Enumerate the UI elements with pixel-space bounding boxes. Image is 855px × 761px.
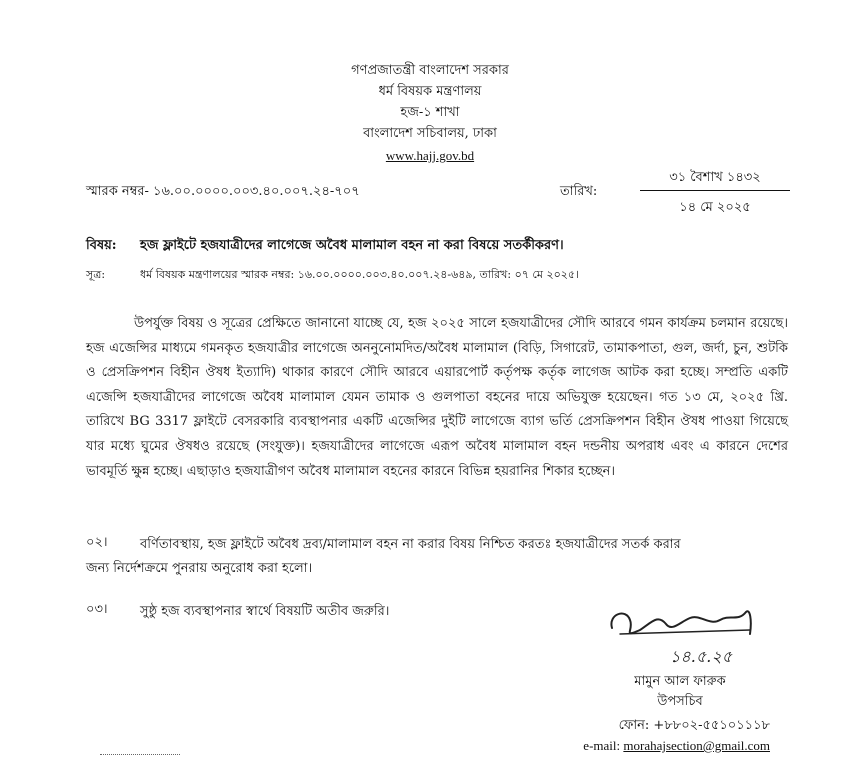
paragraph-2-line-2: জন্য নির্দেশক্রমে পুনরায় অনুরোধ করা হলো। bbox=[86, 561, 313, 576]
handwritten-signature bbox=[600, 600, 770, 670]
source-text: ধর্ম বিষয়ক মন্ত্রণালয়ের স্মারক নম্বর: ১৬.০০.০০০০.০০৩.৪০.০০৭.২৪-৬৪৯, তারিখ: ০৭ মে ২০২৫। bbox=[140, 268, 579, 281]
paragraph-3-number: ০৩। bbox=[86, 602, 108, 617]
memo-reference: স্মারক নম্বর- ১৬.০০.০০০০.০০৩.৪০.০০৭.২৪-৭০৭ bbox=[86, 184, 360, 199]
website-link[interactable]: www.hajj.gov.bd bbox=[385, 148, 475, 163]
section-name: হজ-১ শাখা bbox=[400, 105, 460, 120]
office-address: বাংলাদেশ সচিবালয়, ঢাকা bbox=[363, 126, 497, 141]
cut-off-distribution-line bbox=[100, 754, 180, 755]
signatory-title: উপসচিব bbox=[657, 694, 703, 709]
email-label: e-mail: bbox=[583, 738, 621, 753]
subject-label: বিষয়: bbox=[86, 238, 117, 253]
paragraph-1-text: উপর্যুক্ত বিষয় ও সূত্রের প্রেক্ষিতে জানানো যাচ্ছে যে, হজ ২০২৫ সালে হজযাত্রীদের সৌদি আরবে গমন কার্যক্রম চলমান রয়েছে। হজ এজেন্সির মাধ্যমে গমনকৃত হজযাত্রীর লাগেজে অননুনোমদিত/অবৈধ মালামাল (বিড়ি, সিগারেট, তামাকপাতা, গুল, জর্দা, চুন, শুটকি ও প্রেসক্রিপশন বিহীন ঔষধ ইত্যাদি) থাকার কারণে সৌদি আরবে এয়ারপোর্ট কর্তৃপক্ষ কর্তৃক লাগেজ আটক করা হচ্ছে। সম্প্রতি একটি এজেন্সি হজযাত্রীদের লাগেজে অবৈধ মালামাল যেমন তামাক ও গুলপাতা বহনের দায়ে অভিযুক্ত হয়েছেন। গত ১৩ মে, ২০২৫ খ্রি. তারিখে BG 3317 ফ্লাইটে বেসরকারি ব্যবস্থাপনার একটি এজেন্সির দুইটি লাগেজে ব্যাগ ভর্তি প্রেসক্রিপশন বিহীন ঔষধ পাওয়া গিয়েছে যার মধ্যে ঘুমের ঔষধও রয়েছে (সংযুক্ত)। হজযাত্রীদের লাগেজে এরূপ অবৈধ মালামাল বহন দন্ডনীয় অপরাধ এবং এ কারনে দেশের ভাবমূর্তি ক্ষুন্ন হচ্ছে। এছাড়াও হজযাত্রীগণ অবৈধ মালামাল বহনের কারনে বিভিন্ন হয়রানির শিকার হচ্ছেন। bbox=[86, 316, 788, 479]
date-label: তারিখ: bbox=[560, 184, 598, 199]
govt-name: গণপ্রজাতন্ত্রী বাংলাদেশ সরকার bbox=[351, 63, 509, 78]
paragraph-1 bbox=[86, 312, 788, 484]
subject-text: হজ ফ্লাইটে হজযাত্রীদের লাগেজে অবৈধ মালামাল বহন না করা বিষয়ে সতর্কীকরণ। bbox=[140, 238, 564, 253]
handwritten-date: ১৪.৫.২৫ bbox=[670, 647, 733, 666]
date-bangla: ৩১ বৈশাখ ১৪৩২ bbox=[669, 170, 761, 185]
paragraph-3-text: সুষ্ঠু হজ ব্যবস্থাপনার স্বার্থে বিষয়টি অতীব জরুরি। bbox=[140, 604, 390, 619]
paragraph-2-number: ০২। bbox=[86, 535, 108, 550]
date-divider bbox=[640, 190, 790, 191]
phone-number: ফোন: +৮৮০২-৫৫১০১১১৮ bbox=[618, 718, 770, 733]
signatory-name: মামুন আল ফারুক bbox=[634, 674, 726, 689]
ministry-name: ধর্ম বিষয়ক মন্ত্রণালয় bbox=[378, 84, 482, 99]
email-link[interactable]: morahajsection@gmail.com bbox=[623, 738, 770, 753]
date-gregorian: ১৪ মে ২০২৫ bbox=[679, 200, 751, 215]
source-label: সূত্র: bbox=[86, 268, 106, 281]
paragraph-2-line-1: বর্ণিতাবস্থায়, হজ ফ্লাইটে অবৈধ দ্রব্য/মালামাল বহন না করার বিষয় নিশ্চিত করতঃ হজযাত্রীদের সতর্ক করার bbox=[140, 537, 681, 552]
email-line bbox=[520, 738, 770, 754]
